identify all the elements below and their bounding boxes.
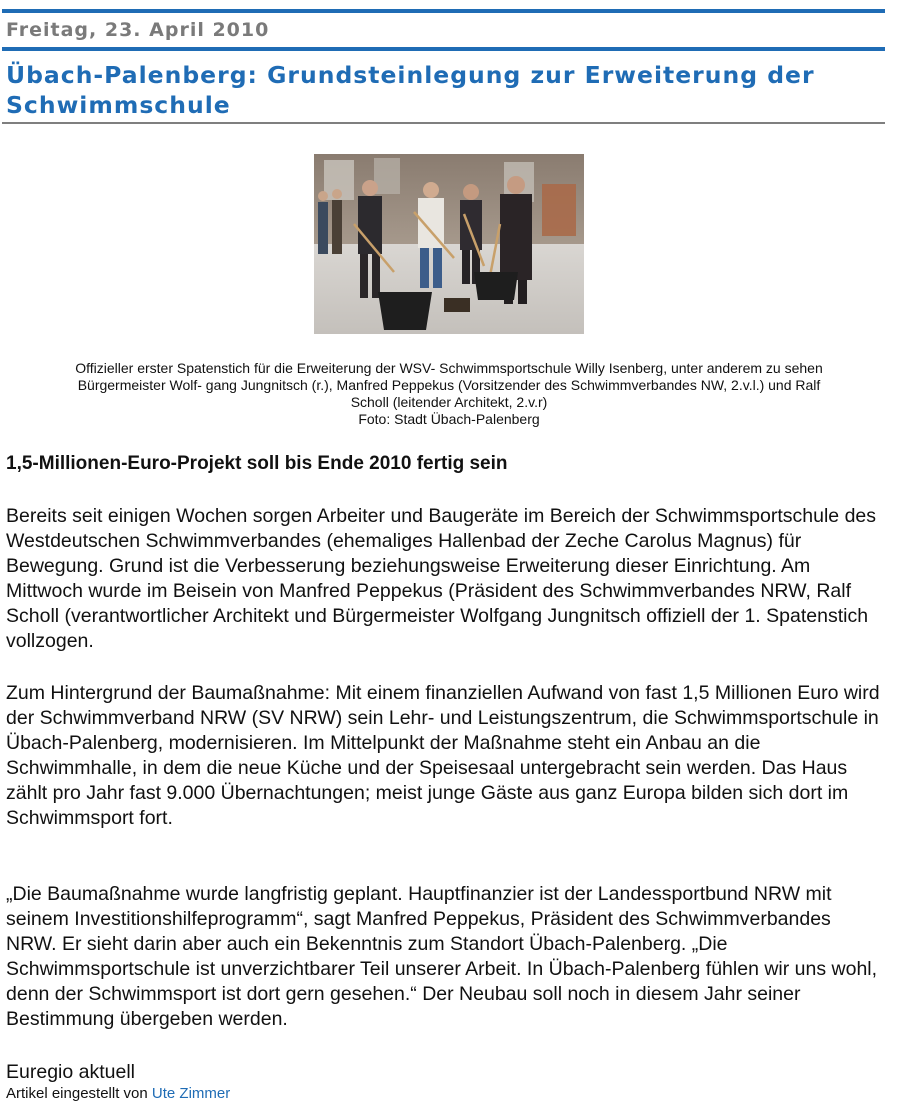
page-title: Übach-Palenberg: Grundsteinlegung zur Erweiterung der Schwimmschule [6, 61, 815, 119]
date-rule [2, 47, 885, 51]
author-line [6, 1085, 230, 1102]
photo-credit: Foto: Stadt Übach-Palenberg [358, 411, 540, 427]
caption-line: Bürgermeister Wolf- gang Jungnitsch (r.), Manfred Peppekus (Vorsitzender des Schwimmverbandes NW, 2.v.l.) und Ralf [77, 377, 821, 393]
caption-line: Offizieller erster Spatenstich für die Erweiterung der WSV- Schwimmsportschule Willy Isenberg, unter anderem zu sehen [75, 360, 823, 376]
article-date: Freitag, 23. April 2010 [6, 19, 270, 41]
photo-caption [8, 360, 890, 428]
article-paragraph: Zum Hintergrund der Baumaßnahme: Mit einem finanziellen Aufwand von fast 1,5 Millionen Euro wird der Schwimmverband NRW (SV NRW) sein Lehr- und Leistungszentrum, die Schwimmsportschule in Übach-Palenberg, modernisieren. Im Mittelpunkt der Maßnahme steht ein Anbau an die Schwimmhalle, in dem die neue Küche und der Speisesaal untergebracht sein werden. Das Haus zählt pro Jahr fast 9.000 Übernachtungen; meist junge Gäste aus ganz Europa bilden sich dort im Schwimmsport fort. [6, 682, 880, 829]
article-source: Euregio aktuell [6, 1061, 135, 1083]
article-photo [314, 154, 584, 334]
top-rule [2, 9, 885, 13]
author-link[interactable]: Ute Zimmer [151, 1085, 231, 1102]
title-rule [2, 122, 885, 124]
groundbreaking-photo-illustration [314, 154, 584, 334]
article-paragraph: Bereits seit einigen Wochen sorgen Arbeiter und Baugeräte im Bereich der Schwimmsportschule des Westdeutschen Schwimmverbandes (ehemaliges Hallenbad der Zeche Carolus Magnus) für Bewegung. Grund ist die Verbesserung beziehungsweise Erweiterung dieser Einrichtung. Am Mittwoch wurde im Beisein von Manfred Peppekus (Präsident des Schwimmverbandes NRW, Ralf Scholl (verantwortlicher Architekt und Bürgermeister Wolfgang Jungnitsch offiziell der 1. Spatenstich vollzogen. [6, 505, 877, 652]
article-subheading: 1,5-Millionen-Euro-Projekt soll bis Ende 2010 fertig sein [6, 453, 508, 474]
caption-line: Scholl (leitender Architekt, 2.v.r) [350, 394, 548, 410]
article-paragraph: „Die Baumaßnahme wurde langfristig geplant. Hauptfinanzier ist der Landessportbund NRW mit seinem Investitionshilfeprogramm“, sagt Manfred Peppekus, Präsident des Schwimmverbandes NRW. Er sieht darin aber auch ein Bekenntnis zum Standort Übach-Palenberg. „Die Schwimmsportschule ist unverzichtbarer Teil unserer Arbeit. In Übach-Palenberg fühlen wir uns wohl, denn der Schwimmsport ist dort gern gesehen.“ Der Neubau soll noch in diesem Jahr seiner Bestimmung übergeben werden. [6, 883, 878, 1030]
posted-by-label: Artikel eingestellt von [6, 1085, 152, 1102]
